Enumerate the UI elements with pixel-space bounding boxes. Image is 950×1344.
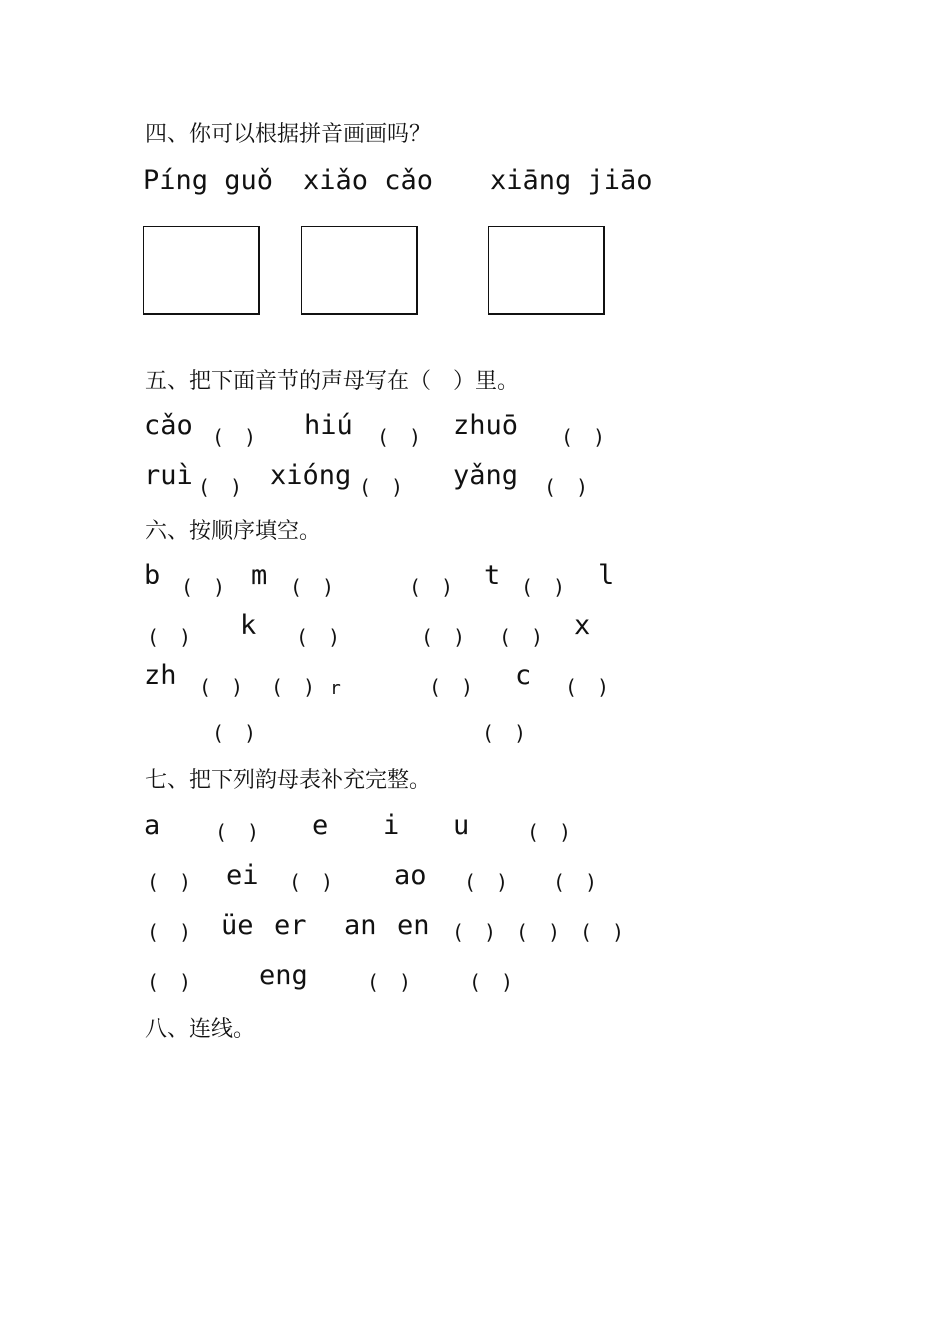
answer-blank[interactable]: ( ) bbox=[198, 475, 243, 499]
answer-blank[interactable]: ( ) bbox=[147, 920, 192, 944]
final-sound: a bbox=[144, 810, 161, 841]
answer-blank[interactable]: ( ) bbox=[561, 425, 606, 449]
final-sound: ei bbox=[226, 860, 259, 891]
answer-blank[interactable]: ( ) bbox=[271, 675, 316, 699]
initial-letter: t bbox=[484, 560, 501, 591]
final-sound: an bbox=[344, 910, 377, 941]
answer-blank[interactable]: ( ) bbox=[289, 870, 334, 894]
answer-blank[interactable]: ( ) bbox=[452, 920, 497, 944]
answer-blank[interactable]: ( ) bbox=[516, 920, 561, 944]
answer-blank[interactable]: ( ) bbox=[469, 970, 514, 994]
initial-letter: l bbox=[598, 560, 615, 591]
drawing-box-grass[interactable] bbox=[301, 226, 418, 315]
answer-blank[interactable]: ( ) bbox=[429, 675, 474, 699]
final-sound: eng bbox=[259, 960, 308, 991]
initial-letter: c bbox=[515, 660, 532, 691]
final-sound: üe bbox=[221, 910, 254, 941]
answer-blank[interactable]: ( ) bbox=[359, 475, 404, 499]
answer-blank[interactable]: ( ) bbox=[421, 625, 466, 649]
answer-blank[interactable]: ( ) bbox=[580, 920, 625, 944]
answer-blank[interactable]: ( ) bbox=[527, 820, 572, 844]
final-sound: u bbox=[453, 810, 470, 841]
final-sound: e bbox=[312, 810, 329, 841]
drawing-box-banana[interactable] bbox=[488, 226, 605, 315]
initial-letter: r bbox=[330, 678, 341, 699]
answer-blank[interactable]: ( ) bbox=[377, 425, 422, 449]
section-7-heading: 七、把下列韵母表补充完整。 bbox=[145, 768, 432, 793]
pinyin-word: xiǎo cǎo bbox=[303, 165, 434, 196]
syllable: cǎo bbox=[144, 410, 193, 441]
answer-blank[interactable]: ( ) bbox=[565, 675, 610, 699]
answer-blank[interactable]: ( ) bbox=[499, 625, 544, 649]
initial-letter: b bbox=[144, 560, 161, 591]
answer-blank[interactable]: ( ) bbox=[290, 575, 335, 599]
answer-blank[interactable]: ( ) bbox=[212, 425, 257, 449]
answer-blank[interactable]: ( ) bbox=[544, 475, 589, 499]
answer-blank[interactable]: ( ) bbox=[409, 575, 454, 599]
answer-blank[interactable]: ( ) bbox=[212, 721, 257, 745]
section-8-heading: 八、连线。 bbox=[145, 1017, 256, 1042]
drawing-box-apple[interactable] bbox=[143, 226, 260, 315]
initial-letter: zh bbox=[144, 660, 177, 691]
pinyin-word: Píng guǒ bbox=[143, 165, 274, 196]
initial-letter: m bbox=[251, 560, 268, 591]
answer-blank[interactable]: ( ) bbox=[181, 575, 226, 599]
syllable: ruì bbox=[144, 460, 193, 491]
section-5-heading: 五、把下面音节的声母写在（ ）里。 bbox=[145, 369, 520, 394]
final-sound: er bbox=[274, 910, 307, 941]
answer-blank[interactable]: ( ) bbox=[199, 675, 244, 699]
answer-blank[interactable]: ( ) bbox=[464, 870, 509, 894]
final-sound: i bbox=[383, 810, 400, 841]
syllable: hiú bbox=[304, 410, 353, 441]
initial-letter: x bbox=[574, 610, 591, 641]
initial-letter: k bbox=[240, 610, 257, 641]
section-6-heading: 六、按顺序填空。 bbox=[145, 519, 322, 544]
section-4-heading: 四、你可以根据拼音画画吗？ bbox=[145, 122, 432, 147]
final-sound: ao bbox=[394, 860, 427, 891]
answer-blank[interactable]: ( ) bbox=[215, 820, 260, 844]
pinyin-word: xiāng jiāo bbox=[490, 165, 653, 196]
answer-blank[interactable]: ( ) bbox=[482, 721, 527, 745]
answer-blank[interactable]: ( ) bbox=[147, 970, 192, 994]
answer-blank[interactable]: ( ) bbox=[147, 625, 192, 649]
answer-blank[interactable]: ( ) bbox=[553, 870, 598, 894]
syllable: yǎng bbox=[453, 460, 519, 491]
answer-blank[interactable]: ( ) bbox=[296, 625, 341, 649]
syllable: zhuō bbox=[453, 410, 519, 441]
syllable: xióng bbox=[270, 460, 352, 491]
answer-blank[interactable]: ( ) bbox=[147, 870, 192, 894]
final-sound: en bbox=[397, 910, 430, 941]
answer-blank[interactable]: ( ) bbox=[367, 970, 412, 994]
answer-blank[interactable]: ( ) bbox=[521, 575, 566, 599]
